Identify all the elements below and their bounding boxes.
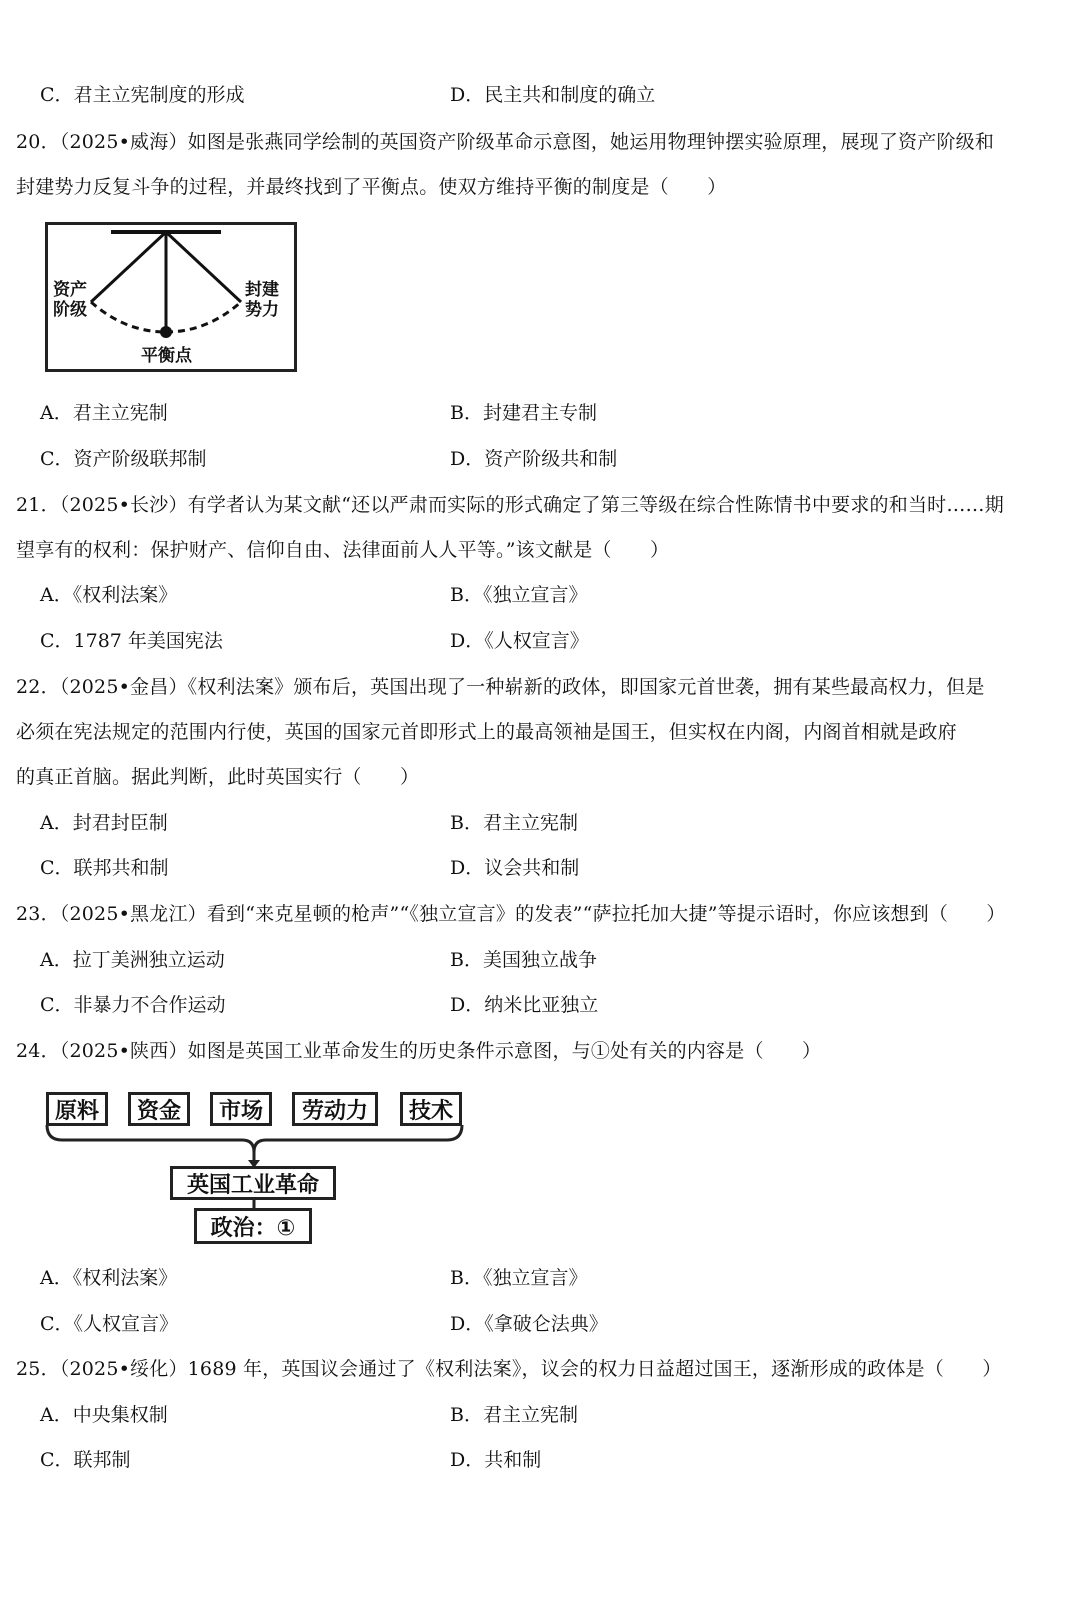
q24-option-c: C．《人权宣言》 (40, 1313, 179, 1335)
box-labor: 劳动力 (292, 1092, 378, 1126)
q21-option-a: A．《权利法案》 (40, 584, 178, 606)
q20-option-d: D．资产阶级共和制 (450, 448, 618, 470)
q21-stem-line1: 21．（2025•长沙）有学者认为某文献“还以严肃而实际的形式确定了第三等级在综合性陈情书中要求的和当时……期 (16, 494, 1004, 516)
q21-option-d: D．《人权宣言》 (450, 630, 589, 652)
q25-option-c: C．联邦制 (40, 1449, 131, 1471)
q20-option-c: C．资产阶级联邦制 (40, 448, 207, 470)
q22-option-a: A．封君封臣制 (40, 812, 168, 834)
pendulum-figure (45, 222, 297, 372)
q23-option-a: A．拉丁美洲独立运动 (40, 949, 225, 971)
box-technology: 技术 (400, 1092, 462, 1126)
q24-stem-line1: 24．（2025•陕西）如图是英国工业革命发生的历史条件示意图，与①处有关的内容是（ ） (16, 1040, 822, 1062)
q25-option-d: D．共和制 (450, 1449, 542, 1471)
q22-option-b: B．君主立宪制 (450, 812, 578, 834)
q22-stem-line3: 的真正首脑。据此判断，此时英国实行（ ） (16, 766, 420, 788)
q24-option-a: A．《权利法案》 (40, 1267, 178, 1289)
box-market: 市场 (210, 1092, 272, 1126)
label-bourgeoisie: 资产 阶级 (53, 280, 87, 320)
q20-option-b: B．封建君主专制 (450, 402, 597, 424)
q20-option-a: A．君主立宪制 (40, 402, 168, 424)
q22-option-d: D．议会共和制 (450, 857, 580, 879)
q20-stem-line1: 20．（2025•威海）如图是张燕同学绘制的英国资产阶级革命示意图，她运用物理钟摆实验原理，展现了资产阶级和 (16, 131, 995, 153)
q19-option-c: C．君主立宪制度的形成 (40, 84, 245, 106)
q22-option-c: C．联邦共和制 (40, 857, 169, 879)
box-industrial-revolution: 英国工业革命 (170, 1166, 336, 1200)
box-capital: 资金 (128, 1092, 190, 1126)
q21-option-b: B．《独立宣言》 (450, 584, 588, 606)
q21-stem-line2: 望享有的权利：保护财产、信仰自由、法律面前人人平等。”该文献是（ ） (16, 539, 670, 561)
q24-option-d: D．《拿破仑法典》 (450, 1313, 608, 1335)
q22-stem-line1: 22．（2025•金昌）《权利法案》颁布后，英国出现了一种崭新的政体，即国家元首世袭，拥有某些最高权力，但是 (16, 676, 985, 698)
brace-path (47, 1125, 462, 1152)
label-feudal: 封建 势力 (245, 280, 279, 320)
q23-option-c: C．非暴力不合作运动 (40, 994, 226, 1016)
q25-stem-line1: 25．（2025•绥化）1689 年，英国议会通过了《权利法案》，议会的权力日益超过国王，逐渐形成的政体是（ ） (16, 1358, 1002, 1380)
pendulum-bob (160, 326, 172, 338)
q23-option-b: B．美国独立战争 (450, 949, 597, 971)
q25-option-a: A．中央集权制 (40, 1404, 168, 1426)
box-raw-materials: 原料 (46, 1092, 108, 1126)
box-politics: 政治：① (194, 1208, 312, 1244)
label-balance-point: 平衡点 (141, 346, 192, 366)
q23-option-d: D．纳米比亚独立 (450, 994, 599, 1016)
q24-option-b: B．《独立宣言》 (450, 1267, 588, 1289)
q21-option-c: C．1787 年美国宪法 (40, 630, 223, 652)
q19-option-d: D．民主共和制度的确立 (450, 84, 656, 106)
industrial-revolution-figure (42, 1080, 472, 1250)
q20-stem-line2: 封建势力反复斗争的过程，并最终找到了平衡点。使双方维持平衡的制度是（ ） (16, 176, 727, 198)
q22-stem-line2: 必须在宪法规定的范围内行使，英国的国家元首即形式上的最高领袖是国王，但实权在内阁，内阁首相就是政府 (16, 721, 957, 743)
q25-option-b: B．君主立宪制 (450, 1404, 578, 1426)
q23-stem-line1: 23．（2025•黑龙江）看到“来克星顿的枪声”“《独立宣言》的发表”“萨拉托加大捷”等提示语时，你应该想到（ ） (16, 903, 1006, 925)
